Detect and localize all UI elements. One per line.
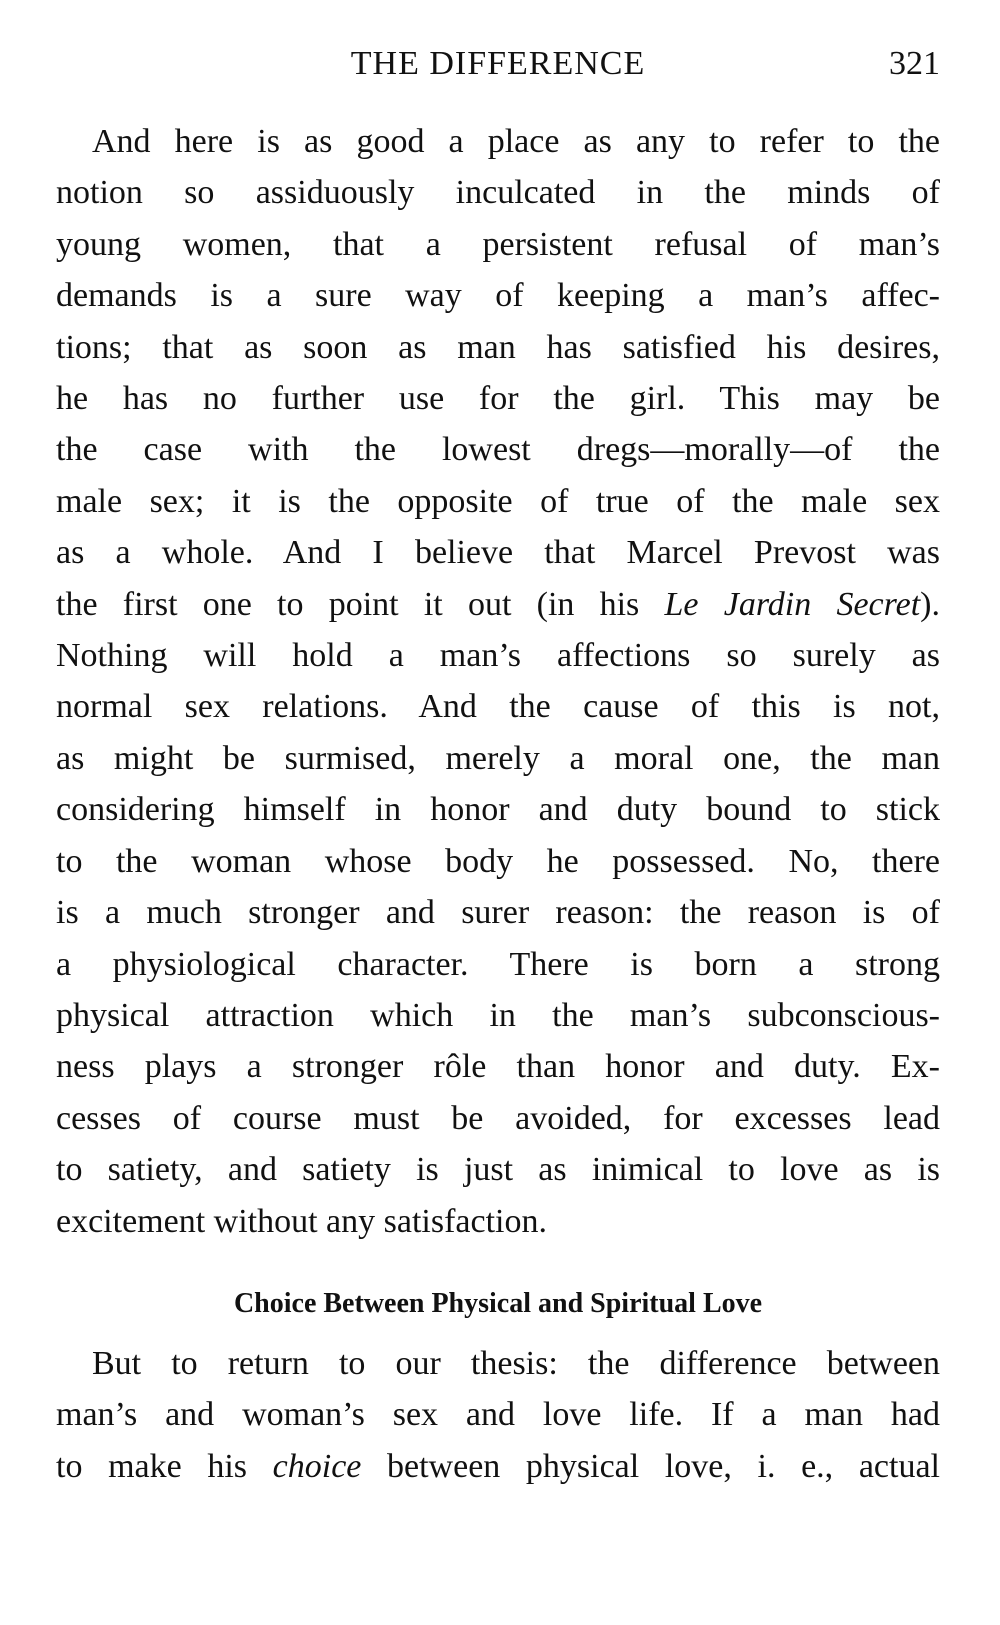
- text-line: considering himself in honor and duty bound to stick: [56, 791, 940, 829]
- line-text: the first one to point it out (in his: [56, 585, 665, 623]
- text-line: Nothing will hold a man’s affections so surely as: [56, 637, 940, 675]
- running-title: THE DIFFERENCE: [350, 45, 646, 82]
- text-line: the case with the lowest dregs—morally—of the: [56, 431, 940, 469]
- text-line: tions; that as soon as man has satisfied his desires,: [56, 328, 940, 366]
- running-head: [56, 42, 940, 86]
- line-text: to make his: [56, 1447, 273, 1485]
- text-line: ness plays a stronger rôle than honor and duty. Ex-: [56, 1048, 940, 1086]
- text-line: notion so assiduously inculcated in the minds of: [56, 174, 940, 212]
- text-line: to the woman whose body he possessed. No, there: [56, 842, 940, 880]
- paragraph: [56, 116, 940, 1247]
- text-line: demands is a sure way of keeping a man’s affec-: [56, 277, 940, 315]
- text-line: man’s and woman’s sex and love life. If a man had: [56, 1396, 940, 1434]
- line-text: ).: [920, 585, 940, 623]
- emphasis-word: choice: [272, 1447, 362, 1485]
- paragraph: [56, 1338, 940, 1492]
- text-line-with-emphasis: [56, 1441, 940, 1492]
- text-line: a physiological character. There is born a strong: [56, 945, 940, 983]
- text-line: to satiety, and satiety is just as inimical to love as is: [56, 1151, 940, 1189]
- text-line: young women, that a persistent refusal of man’s: [56, 225, 940, 263]
- text-line: as a whole. And I believe that Marcel Prevost was: [56, 534, 940, 572]
- text-line: he has no further use for the girl. This may be: [56, 380, 940, 418]
- text-line: physical attraction which in the man’s subconscious-: [56, 996, 940, 1034]
- book-title: Le Jardin Secret: [664, 585, 921, 623]
- line-text: between physical love, i. e., actual: [361, 1447, 940, 1485]
- text-line: male sex; it is the opposite of true of the male sex: [56, 482, 940, 520]
- text-line: And here is as good a place as any to refer to the: [92, 123, 940, 160]
- text-line: cesses of course must be avoided, for excesses lead: [56, 1099, 940, 1137]
- page-number: 321: [889, 45, 940, 82]
- text-line: But to return to our thesis: the difference between: [92, 1345, 940, 1382]
- text-line-with-title: [56, 579, 940, 630]
- text-line: excitement without any satisfaction.: [56, 1202, 547, 1240]
- section-heading: Choice Between Physical and Spiritual Love: [233, 1288, 763, 1319]
- text-line: as might be surmised, merely a moral one, the man: [56, 739, 940, 777]
- text-line: normal sex relations. And the cause of this is not,: [56, 688, 940, 726]
- text-line: is a much stronger and surer reason: the reason is of: [56, 894, 940, 932]
